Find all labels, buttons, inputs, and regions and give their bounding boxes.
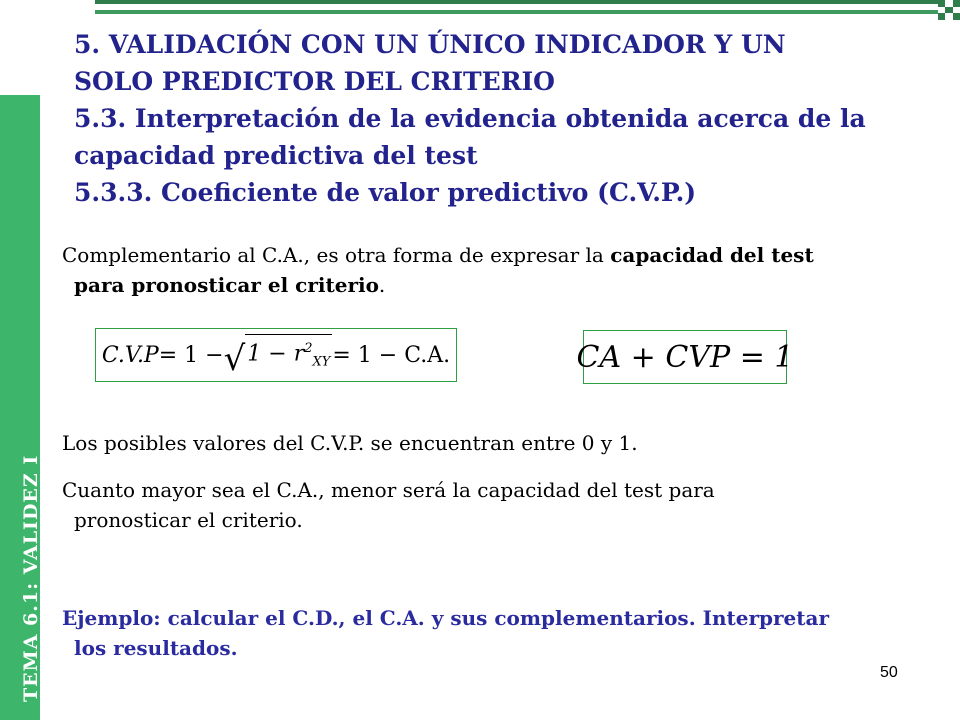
intro-bold-1: capacidad del test: [610, 243, 814, 267]
range-paragraph: [62, 428, 952, 458]
formula-lhs: C.V.P: [101, 342, 159, 368]
example-line-1: Ejemplo: calcular el C.D., el C.A. y sus complementarios. Interpretar: [62, 606, 829, 630]
radical-sign: √: [223, 339, 246, 380]
formula-eq1: = 1 −: [158, 342, 224, 368]
comparison-line-2: pronosticar el criterio.: [74, 508, 303, 532]
slide-title: [74, 26, 934, 211]
radicand: [245, 334, 332, 377]
title-line-3: 5.3. Interpretación de la evidencia obtenida acerca de la: [74, 104, 866, 133]
title-line-4: capacidad predictiva del test: [74, 141, 478, 170]
title-line-5: 5.3.3. Coeficiente de valor predictivo (C.V.P.): [74, 178, 697, 207]
ca-cvp-formula: [576, 330, 794, 384]
example-paragraph: [62, 603, 924, 663]
page-number: 50: [880, 664, 898, 681]
title-line-2: SOLO PREDICTOR DEL CRITERIO: [74, 67, 555, 96]
sqrt-expression: [223, 334, 333, 380]
radicand-text: 1 − r: [247, 340, 305, 366]
top-decorative-bar: [95, 0, 960, 20]
radicand-subscript: XY: [312, 354, 331, 370]
ca-cvp-text: CA + CVP = 1: [576, 339, 794, 375]
corner-checker-pattern: [938, 0, 960, 20]
comparison-line-1: Cuanto mayor sea el C.A., menor será la capacidad del test para: [62, 478, 715, 502]
top-bar-band-lower: [95, 10, 960, 14]
intro-text: Complementario al C.A., es otra forma de expresar la: [62, 243, 611, 267]
title-line-1: 5. VALIDACIÓN CON UN ÚNICO INDICADOR Y UN: [74, 30, 786, 59]
intro-paragraph: [62, 240, 952, 300]
example-line-2: los resultados.: [74, 636, 238, 660]
range-text: Los posibles valores del C.V.P. se encuentran entre 0 y 1.: [62, 431, 638, 455]
side-label: TEMA 6.1: VALIDEZ I: [20, 454, 42, 702]
formula-eq2: = 1 − C.A.: [332, 342, 451, 368]
intro-bold-2: para pronosticar el criterio: [74, 273, 379, 297]
intro-end: .: [378, 273, 386, 297]
cvp-formula: [95, 328, 457, 382]
radicand-exponent: 2: [304, 340, 313, 356]
comparison-paragraph: [62, 475, 924, 535]
